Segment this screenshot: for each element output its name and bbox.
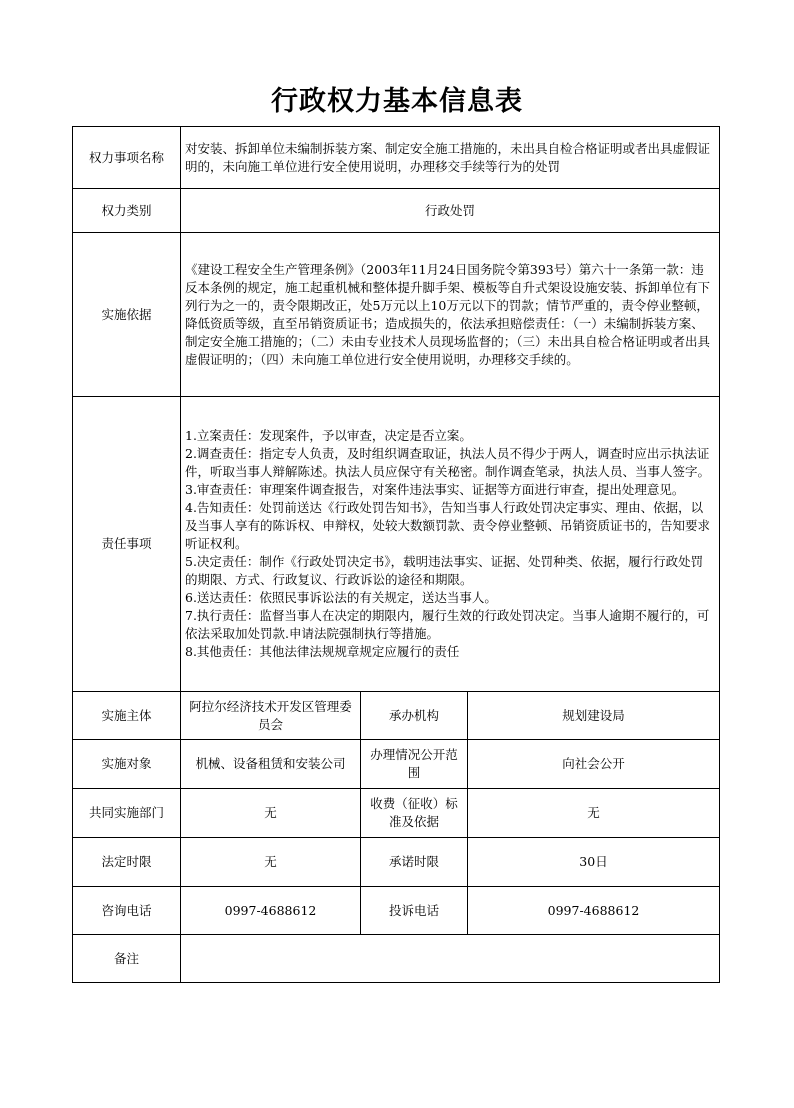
subject-value: 阿拉尔经济技术开发区管理委员会 (181, 692, 361, 740)
joint-label: 共同实施部门 (73, 789, 181, 838)
responsibility-item: 2.调查责任：指定专人负责，及时组织调查取证，执法人员不得少于两人，调查时应出示执法证件，听取当事人辩解陈述。执法人员应保守有关秘密。制作调查笔录，执法人员、当事人签字。 (185, 446, 711, 479)
fee-label: 收费（征收）标准及依据 (361, 789, 468, 838)
power-name-label: 权力事项名称 (73, 127, 181, 189)
joint-value: 无 (181, 789, 361, 838)
responsibility-item: 1.立案责任：发现案件，予以审查，决定是否立案。 (185, 428, 472, 443)
responsibility-item: 6.送达责任：依照民事诉讼法的有关规定，送达当事人。 (185, 590, 497, 605)
basis-label: 实施依据 (73, 233, 181, 397)
promise-limit-label: 承诺时限 (361, 838, 468, 887)
consult-phone-label: 咨询电话 (73, 887, 181, 935)
disclosure-label: 办理情况公开范围 (361, 740, 468, 789)
agency-value: 规划建设局 (468, 692, 720, 740)
row-joint (73, 789, 720, 838)
legal-limit-value: 无 (181, 838, 361, 887)
row-basis (73, 233, 720, 397)
remark-label: 备注 (73, 935, 181, 983)
legal-limit-label: 法定时限 (73, 838, 181, 887)
responsibility-item: 5.决定责任：制作《行政处罚决定书》，载明违法事实、证据、处罚种类、依据，履行行政处罚的期限、方式、行政复议、行政诉讼的途径和期限。 (185, 554, 704, 587)
disclosure-value: 向社会公开 (468, 740, 720, 789)
responsibility-label: 责任事项 (73, 397, 181, 692)
row-responsibility (73, 397, 720, 692)
basis-value: 《建设工程安全生产管理条例》（2003年11月24日国务院令第393号）第六十一条第一款：违反本条例的规定，施工起重机械和整体提升脚手架、模板等自升式架设设施安装、拆卸单位有下列行为之一的，责令限期改正，处5万元以上10万元以下的罚款；情节严重的，责令停业整顿，降低资质等级，直至吊销资质证书；造成损失的，依法承担赔偿责任：（一）未编制拆装方案、制定安全施工措施的；（二）未由专业技术人员现场监督的；（三）未出具自检合格证明或者出具虚假证明的；（四）未向施工单位进行安全使用说明，办理移交手续的。 (181, 233, 720, 397)
row-remark (73, 935, 720, 983)
row-power-name (73, 127, 720, 189)
responsibility-item: 4.告知责任：处罚前送达《行政处罚告知书》，告知当事人行政处罚决定事实、理由、依据，以及当事人享有的陈诉权、申辩权，处较大数额罚款、责令停业整顿、吊销资质证书的，告知要求听证权利。 (185, 500, 711, 551)
row-power-type (73, 189, 720, 233)
row-subject (73, 692, 720, 740)
responsibility-list (181, 397, 720, 692)
consult-phone-value: 0997-4688612 (181, 887, 361, 935)
power-type-label: 权力类别 (73, 189, 181, 233)
complaint-phone-value: 0997-4688612 (468, 887, 720, 935)
subject-label: 实施主体 (73, 692, 181, 740)
fee-value: 无 (468, 789, 720, 838)
power-name-value: 对安装、拆卸单位未编制拆装方案、制定安全施工措施的，未出具自检合格证明或者出具虚假证明的，未向施工单位进行安全使用说明，办理移交手续等行为的处罚 (181, 127, 720, 189)
row-target (73, 740, 720, 789)
row-time-limit (73, 838, 720, 887)
responsibility-item: 3.审查责任：审理案件调查报告，对案件违法事实、证据等方面进行审查，提出处理意见。 (185, 482, 685, 497)
promise-limit-value: 30日 (468, 838, 720, 887)
complaint-phone-label: 投诉电话 (361, 887, 468, 935)
remark-value (181, 935, 720, 983)
target-label: 实施对象 (73, 740, 181, 789)
row-phone (73, 887, 720, 935)
responsibility-item: 8.其他责任：其他法律法规规章规定应履行的责任 (185, 644, 460, 659)
info-table (72, 126, 720, 983)
agency-label: 承办机构 (361, 692, 468, 740)
page-title: 行政权力基本信息表 (271, 86, 523, 117)
responsibility-item: 7.执行责任：监督当事人在决定的期限内，履行生效的行政处罚决定。当事人逾期不履行的，可依法采取加处罚款.申请法院强制执行等措施。 (185, 608, 710, 641)
power-type-value: 行政处罚 (181, 189, 720, 233)
target-value: 机械、设备租赁和安装公司 (181, 740, 361, 789)
